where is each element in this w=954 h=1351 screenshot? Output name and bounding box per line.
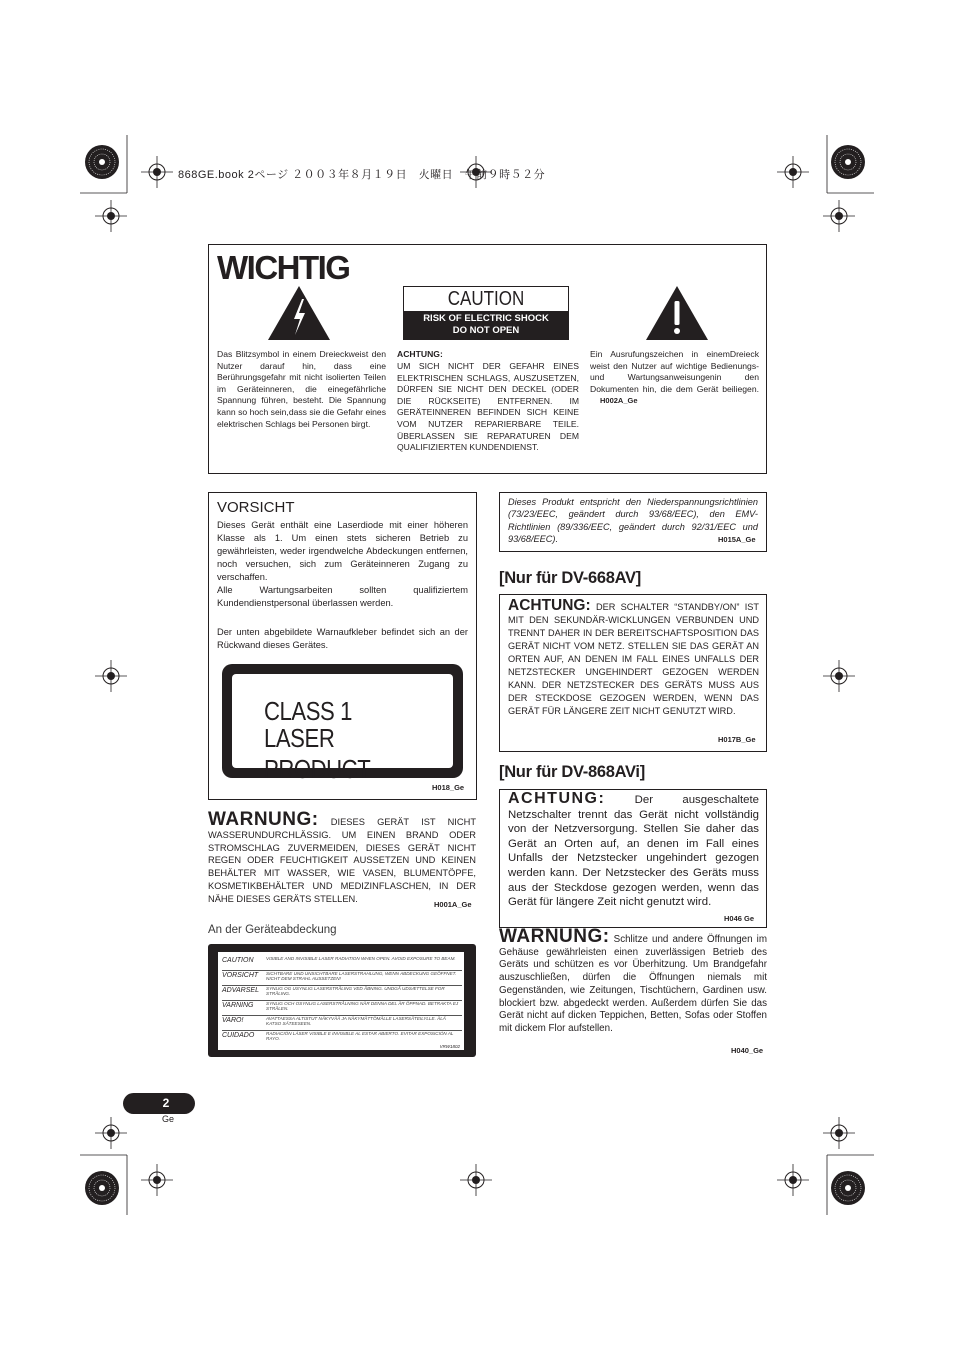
achtung-heading: ACHTUNG: [397, 349, 443, 359]
label-row-key: CUIDADO [222, 1032, 255, 1039]
conformity-box [499, 492, 767, 552]
book-file-header: 868GE.book 2ページ ２００３年８月１９日 火曜日 午前９時５２分 [178, 169, 546, 181]
vorsicht-title: VORSICHT [217, 499, 295, 516]
h001a-code: H001A_Ge [434, 900, 472, 909]
label-row-vorsicht [222, 970, 462, 986]
label-row-key: ADVARSEL [222, 987, 259, 994]
exclamation-explanation [590, 349, 759, 407]
class1-laser-label [222, 664, 463, 784]
warnung-heading-left: WARNUNG: [208, 809, 319, 830]
exclamation-warning-icon [645, 285, 709, 341]
dv668-heading: [Nur für DV-668AV] [499, 569, 641, 587]
dv668-achtung-text: DER SCHALTER “STANDBY/ON” IST MIT DEN SEKUNDÄR-WICKLUNGEN VERBUNDEN UND TRENNT DAHER IN DER BEREITSCHAFTSPOSITION DAS GERÄT NICHT VOM NETZ. STELLEN SIE DAS GERÄT AN ORTEN AUF, AN DENEN IM FALL EINES UNFALLS DER NETZSTECKER UNGEHINDERT GEZOGEN WERDEN KANN. DER NETZSTECKER DES GERÄTS MUSS AUS DER STECKDOSE GEZOGEN WERDEN, WENN DAS GERÄT FÜR LÄNGERE ZEIT NICHT GENUTZT WIRD. [508, 602, 759, 716]
h015a-code: H015A_Ge [718, 535, 756, 544]
cover-label-caption: An der Geräteabdeckung [208, 924, 337, 936]
vorsicht-box [208, 492, 477, 800]
label-row-advarsel [222, 985, 462, 1001]
h017b-code: H017B_Ge [718, 735, 756, 744]
lightning-warning-icon [267, 285, 331, 341]
label-row-text: SYNLIG OG USYNLIG LASERSTRÅLING VED ÅBNING. UNDGÅ UDSÆTTELSE FOR STRÅLING. [266, 986, 445, 997]
warnung-text-right: Schlitze und andere Öffnungen im Gehäuse gewährleisten einen zuverlässigen Betrieb des Geräts und schützen es vor Überhitzung. Um Brandgefahr auszuschließen, dürfen die Öffnungen niemals mit Gegenständen, wie Zeitungen, Tischtüchern, Gardinen usw. blockiert bzw. abgedeckt werden. Außerdem dürfen Sie das Gerät nicht auf dicken Teppichen, Betten, Sofas oder Stoffen mit dickem Flor aufstellen. [499, 934, 767, 1034]
h018-code: H018_Ge [432, 783, 465, 792]
warnung-heading-right: WARNUNG: [499, 926, 610, 947]
caution-sign [403, 286, 569, 340]
warnung-water-notice [208, 809, 476, 906]
multilingual-laser-warning-label [208, 944, 476, 1057]
warnung-text-left: DIESES GERÄT IST NICHT WASSERUNDURCHLÄSSIG. UM EINEN BRAND ODER STROMSCHLAG ZUVERMEIDEN, DIESES GERÄT NICHT REGEN ODER FEUCHTIGKEIT AUSSETZEN UND KEINEN BEHÄLTER MIT WASSER, WIE VASEN, BLUMENTÖPFE, KOSMETIKBEHÄLTER UND MEDIZINFLASCHEN, IN DER NÄHE DIESES GERÄTS STELLEN. [208, 817, 476, 904]
label-row-caution [222, 955, 462, 971]
laser-label-line1: CLASS 1 [264, 696, 352, 726]
label-row-cuidado [222, 1030, 462, 1045]
h046-code: H046 Ge [724, 914, 755, 923]
wichtig-box [208, 244, 767, 474]
vorsicht-para3: Der unten abgebildete Warnaufkleber befindet sich an der Rückwand dieses Gerätes. [217, 627, 468, 650]
exclamation-text: Ein Ausrufungszeichen in einemDreieck weist den Nutzer auf wichtige Bedienungs- und Wartungsanweisungenin den Dokumenten hin, die dem Gerät beiliegen. [590, 349, 759, 394]
lightning-explanation: Das Blitzsymbol in einem Dreieckweist den Nutzer darauf hin, dass eine Berührungsgefahr mit nicht isolierten Teilen im Geräteinneren, die einegefährliche Spannung führen, besteht. Die Spannung kann so hoch sein,dass sie die Gefahr eines elektrischen Schlags bei Personen birgt. [217, 349, 386, 429]
achtung-text: UM SICH NICHT DER GEFAHR EINES ELEKTRISCHEN SCHLAGS, AUSZUSETZEN, DÜRFEN SIE NICHT DEN DECKEL (ODER DIE RÜCKSEITE) ENTFERNEN. IM GERÄTEINNEREN BEFINDEN SICH KEINE VOM NUTZER REPARIERBARE TEILE. ÜBERLASSEN SIE REPARATUREN DEM QUALIFIZIERTEN KUNDENDIENST. [397, 361, 579, 453]
dv868-achtung-text: Der ausgeschaltete Netzschalter trennt das Gerät nicht vollständig von der Netzversorgung. Stellen Sie daher das Gerät an Orten auf, an denen im Fall eines Unfalls der Netzstecker ungehindert gezogen werden kann. Der Netzstecker des Geräts muss aus der Steckdose gezogen werden, wenn das Gerät für längere Zeit nicht genutzt wird. [508, 794, 759, 909]
label-row-key: VARO! [222, 1017, 244, 1024]
conformity-text: Dieses Produkt entspricht den Niederspannungsrichtlinien (73/23/EEC, geändert durch 93/68/EEC), den EMV-Richtlinien (89/336/EEC, geändert durch 92/31/EEC und 93/68/EEC). [508, 497, 758, 544]
page-language-code: Ge [162, 1114, 175, 1124]
label-row-varo [222, 1015, 462, 1031]
label-row-key: VARNING [222, 1002, 254, 1009]
dv668-achtung-label: ACHTUNG: [508, 597, 591, 614]
caution-band-line1: RISK OF ELECTRIC SHOCK [423, 313, 549, 324]
caution-word: CAUTION [447, 288, 525, 310]
label-row-text: SYNLIG OCH OSYNLIG LASERSTRÅLNING NÄR DENNA DEL ÄR ÖPPNAD. BETRAKTA EJ STRÅLEN. [266, 1001, 459, 1012]
label-corner-code: VRW1802 [439, 1044, 460, 1049]
dv668-achtung-box [499, 594, 767, 752]
vorsicht-para2: Alle Wartungsarbeiten sollten qualifiziertem Kundendienstpersonal überlassen werden. [217, 585, 468, 608]
laser-label-line2: LASER PRODUCT [264, 723, 371, 784]
caution-band-line2: DO NOT OPEN [452, 325, 520, 336]
vorsicht-para1: Dieses Gerät enthält eine Laserdiode mit einer höheren Klasse als 1. Um einen stets sicheren Betrieb zu gewährleisten, weder irgendwelche Abdeckungen entfernen, noch versuchen, sich zum Geräteinneren Zugang zu verschaffen. [217, 520, 468, 582]
label-row-text: VISIBLE AND INVISIBLE LASER RADIATION WHEN OPEN. AVOID EXPOSURE TO BEAM. [266, 956, 456, 961]
label-row-varning [222, 1000, 462, 1016]
warnung-ventilation-notice [499, 926, 767, 1036]
caution-band [404, 311, 568, 339]
h040-code: H040_Ge [731, 1046, 764, 1055]
label-row-text: SICHTBARE UND UNSICHTBARE LASERSTRAHLUNG, WENN ABDECKUNG GEÖFFNET. NICHT DEM STRAHL AUSSETZEN! [266, 971, 457, 982]
dv868-achtung-box [499, 789, 767, 928]
label-row-key: CAUTION [222, 957, 254, 964]
dv868-achtung-label: ACHTUNG: [508, 790, 606, 807]
label-row-key: VORSICHT [222, 972, 259, 979]
page-number-badge: 2 [123, 1093, 195, 1114]
wichtig-title: WICHTIG [217, 249, 350, 286]
label-row-text: AVATTAESSA ALTISTUT NÄKYVÄÄ JA NÄKYMÄTTÖMÄLLE LASERSÄTEILYLLE. ÄLÄ KATSO SÄTEESEEN. [266, 1016, 446, 1027]
h002a-code: H002A_Ge [600, 396, 638, 406]
label-row-text: RADIACIÓN LÁSER VISIBLE E INVISIBLE AL ESTAR ABIERTO. EVITAR EXPOSICIÓN AL RAYO. [266, 1031, 454, 1042]
dv868-heading: [Nur für DV-868AVi] [499, 763, 645, 781]
